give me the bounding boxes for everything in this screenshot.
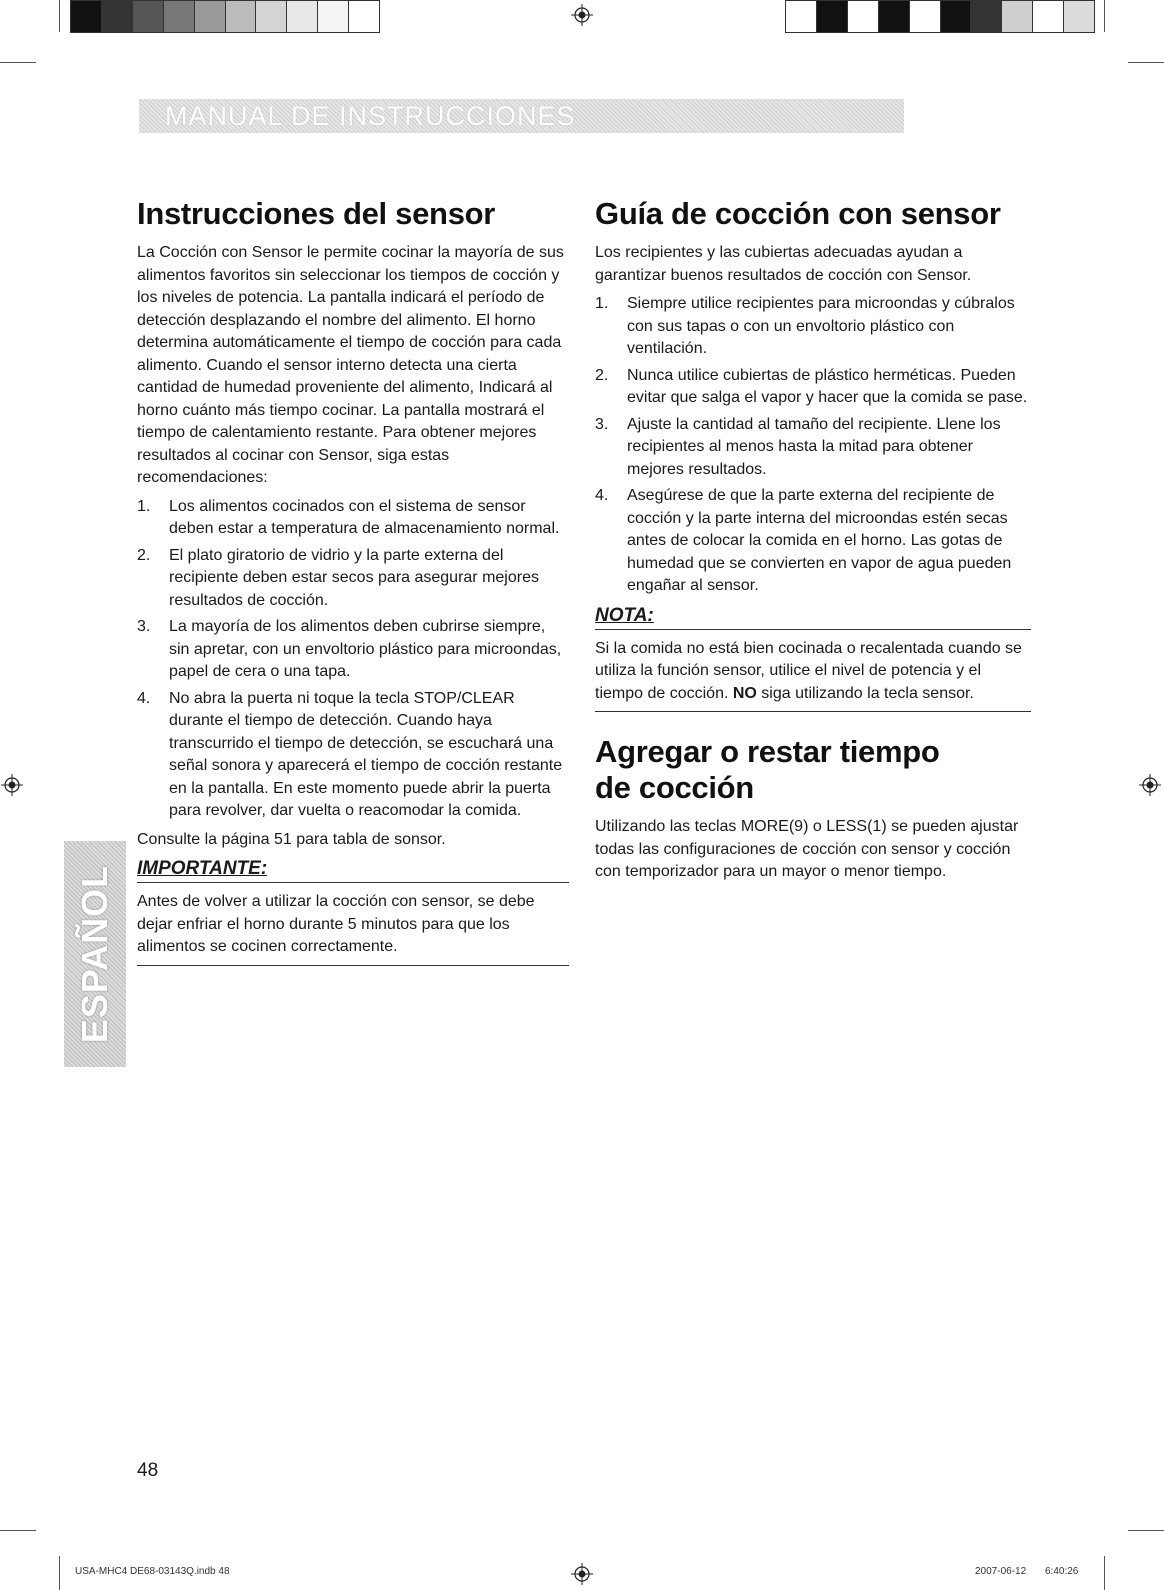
list-item-text: No abra la puerta ni toque la tecla STOP/CLEAR durante el tiempo de detección. Cuando haya transcurrido el tiempo de detección, se escuchará una señal sonora y aparecerá el tiempo de cocción restante en la pantalla. En este momento puede abrir la puerta para revolver, dar vuelta o reacomodar la comida. bbox=[169, 689, 563, 819]
color-bar bbox=[785, 0, 1095, 33]
note-text-after: siga utilizando la tecla sensor. bbox=[756, 684, 974, 702]
list-item-text: Siempre utilice recipientes para microondas y cúbralos con sus tapas o con un envoltorio plástico con ventilación. bbox=[627, 295, 1015, 357]
list-item bbox=[137, 616, 569, 684]
guide-list bbox=[595, 293, 1031, 598]
list-item-number: 3. bbox=[595, 415, 609, 433]
section-title: Guía de cocción con sensor bbox=[595, 196, 1001, 231]
section-title: Agregar o restar tiempo de cocción bbox=[595, 734, 940, 805]
language-tab-label: ESPAÑOL bbox=[74, 864, 115, 1044]
manual-banner: MANUAL DE INSTRUCCIONES bbox=[139, 99, 904, 133]
footer-date: 2007-06-12 bbox=[975, 1566, 1027, 1577]
list-item bbox=[137, 545, 569, 613]
intro-paragraph: Los recipientes y las cubiertas adecuadas ayudan a garantizar buenos resultados de cocción con Sensor. bbox=[595, 244, 972, 284]
crop-mark bbox=[0, 62, 36, 63]
page-number: 48 bbox=[137, 1460, 159, 1481]
list-item-number: 2. bbox=[137, 546, 151, 564]
list-item-text: Los alimentos cocinados con el sistema de sensor deben estar a temperatura de almacenamiento normal. bbox=[169, 497, 560, 537]
note-label: NOTA: bbox=[595, 604, 654, 626]
list-item-number: 4. bbox=[595, 487, 609, 504]
list-item-number: 4. bbox=[137, 689, 151, 707]
important-box bbox=[137, 891, 569, 966]
note-text bbox=[595, 638, 1031, 706]
recommendations-list bbox=[137, 496, 569, 823]
list-item-text: Nunca utilice cubiertas de plástico herméticas. Pueden evitar que salga el vapor y hacer que la comida se pase. bbox=[627, 366, 1028, 406]
list-item bbox=[595, 293, 1031, 361]
note-bold: NO bbox=[732, 684, 757, 702]
list-item-text: Asegúrese de que la parte externa del recipiente de cocción y la parte interna del microondas estén secas antes de colocar la comida en el horno. Las gotas de humedad que se convierten en vapor de agua pueden engañar al sensor. bbox=[627, 487, 1012, 594]
sensor-guide-section bbox=[595, 196, 1031, 884]
list-item-number: 3. bbox=[137, 618, 151, 635]
registration-mark-icon bbox=[571, 4, 593, 26]
gray-scale-bar bbox=[70, 0, 380, 33]
note-box bbox=[595, 638, 1031, 713]
list-item bbox=[137, 496, 569, 541]
important-text: Antes de volver a utilizar la cocción con sensor, se debe dejar enfriar el horno durante 5 minutos para que los alimentos se cocinen correctamente. bbox=[137, 893, 535, 955]
registration-mark-icon bbox=[571, 1563, 593, 1585]
list-item-number: 1. bbox=[137, 497, 151, 515]
crop-mark bbox=[0, 1530, 36, 1531]
note-text-before: Si la comida no está bien cocinada o recalentada cuando se utiliza la función sensor, utilice el nivel de potencia y el tiempo de cocción. bbox=[595, 639, 1022, 702]
crop-mark bbox=[1128, 1530, 1164, 1531]
important-label: IMPORTANTE: bbox=[137, 858, 268, 879]
footer-time: 6:40:26 bbox=[1045, 1566, 1079, 1577]
registration-mark-icon bbox=[1139, 774, 1161, 796]
note-heading bbox=[595, 604, 1031, 630]
footer-file: USA-MHC4 DE68-03143Q.indb 48 bbox=[75, 1566, 230, 1577]
crop-mark bbox=[1128, 62, 1164, 63]
crop-mark bbox=[59, 1556, 60, 1590]
crop-mark bbox=[59, 0, 60, 32]
list-item-number: 2. bbox=[595, 366, 609, 384]
adjust-time-paragraph: Utilizando las teclas MORE(9) o LESS(1) se pueden ajustar todas las configuraciones de cocción con sensor y cocción con temporizador para un mayor o menor tiempo. bbox=[595, 818, 1019, 880]
important-heading bbox=[137, 857, 569, 883]
list-item bbox=[595, 365, 1031, 410]
language-tab bbox=[64, 841, 126, 1067]
list-item-number: 1. bbox=[595, 295, 609, 312]
section-title: Instrucciones del sensor bbox=[137, 196, 496, 231]
intro-paragraph: La Cocción con Sensor le permite cocinar la mayoría de sus alimentos favoritos sin seleccionar los tiempos de cocción y los niveles de potencia. La pantalla indicará el período de detección desplazando el nombre del alimento. El horno determina automáticamente el tiempo de cocción para cada alimento. Cuando el sensor interno detecta una cierta cantidad de humedad proveniente del alimento, Indicará al horno cuánto más tiempo cocinar. La pantalla mostrará el tiempo de calentamiento restante. Para obtener mejores resultados al cocinar con Sensor, siga estas recomendaciones: bbox=[137, 244, 564, 486]
list-item-text: La mayoría de los alimentos deben cubrirse siempre, sin apretar, con un envoltorio plástico para microondas, papel de cera o una tapa. bbox=[169, 618, 562, 680]
crop-mark bbox=[1104, 1556, 1105, 1590]
list-item-text: El plato giratorio de vidrio y la parte externa del recipiente deben estar secos para asegurar mejores resultados de cocción. bbox=[169, 546, 539, 609]
list-item bbox=[137, 688, 569, 823]
list-item bbox=[595, 485, 1031, 598]
consult-note: Consulte la página 51 para tabla de sonsor. bbox=[137, 830, 446, 848]
crop-mark bbox=[1104, 0, 1105, 32]
registration-mark-icon bbox=[1, 774, 23, 796]
sensor-instructions-section bbox=[137, 196, 569, 988]
list-item bbox=[595, 414, 1031, 482]
list-item-text: Ajuste la cantidad al tamaño del recipiente. Llene los recipientes al menos hasta la mitad para obtener mejores resultados. bbox=[627, 415, 1001, 478]
